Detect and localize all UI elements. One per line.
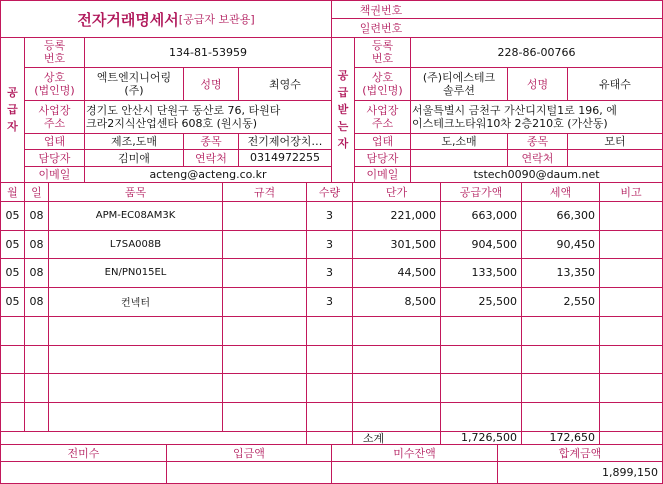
grid-line (0, 402, 663, 403)
column-header-qty: 수량 (318, 185, 341, 199)
column-header-item: 품목 (124, 185, 147, 199)
table-cell-note (600, 230, 662, 258)
supplier-section-label (1, 37, 24, 182)
receiver-section-char: 급 (337, 86, 349, 99)
supplier-address-label-line: 사업장 (38, 103, 71, 117)
subtotal-supply: 1,726,500 (461, 431, 517, 444)
receiver-email-label: 이메일 (366, 168, 399, 181)
document-title (1, 1, 331, 37)
receiver-contact (411, 149, 507, 166)
receiver-section-char: 공 (337, 69, 349, 82)
receiver-section-char: 는 (337, 120, 349, 133)
grid-line (599, 431, 600, 445)
receiver-company-label (355, 67, 410, 100)
table-cell-supply: 904,500 (471, 237, 517, 251)
table-cell-item: APM-EC08AM3K (95, 210, 176, 221)
table-cell-note (600, 258, 662, 287)
receiver-phone (568, 149, 662, 166)
table-cell-day: 08 (29, 266, 44, 279)
receiver-address-label-line: 주소 (371, 116, 394, 130)
deposit-value (167, 461, 331, 483)
supplier-company-label (25, 67, 84, 100)
total-value: 1,899,150 (602, 465, 658, 479)
table-cell-supply: 133,500 (471, 266, 517, 279)
supplier-biz-item: 전기제어장치… (247, 135, 323, 148)
receiver-reg-label (355, 37, 410, 67)
table-cell-unit_price: 301,500 (390, 237, 436, 251)
receiver-biz-item-label: 종목 (526, 135, 549, 148)
column-header-note: 비고 (620, 185, 642, 199)
table-cell-supply: 663,000 (471, 209, 517, 222)
receiver-company (411, 67, 507, 100)
supplier-email: acteng@acteng.co.kr (149, 167, 267, 181)
table-cell-unit_price: 44,500 (397, 266, 436, 279)
table-cell-spec (223, 230, 306, 258)
receiver-company-label-line: 상호 (371, 70, 394, 84)
supplier-address-label (25, 100, 84, 133)
column-header-unit_price: 단가 (385, 185, 408, 199)
table-cell-note (600, 287, 662, 316)
receiver-reg-label-line: 등록 (371, 39, 394, 52)
receiver-address (412, 100, 662, 133)
receiver-contact-label: 담당자 (366, 151, 399, 165)
table-cell-qty: 3 (326, 266, 333, 279)
supplier-address (86, 100, 331, 133)
supplier-email-label: 이메일 (38, 168, 71, 181)
table-cell-month: 05 (5, 209, 20, 222)
column-header-month: 월 (7, 185, 18, 199)
serial-no-label: 일련번호 (359, 22, 403, 35)
receiver-reg-no: 228-86-00766 (497, 45, 576, 59)
supplier-contact-label: 담당자 (38, 151, 71, 165)
supplier-company-line: (주) (124, 83, 144, 97)
column-header-supply: 공급가액 (459, 185, 503, 199)
supplier-reg-label-line: 번호 (43, 52, 66, 65)
table-cell-month: 05 (5, 237, 20, 251)
receiver-company-line: (주)티에스테크 (422, 70, 496, 84)
supplier-address-label-line: 주소 (43, 116, 66, 130)
receiver-address-line: 이스테크노타워10차 2층210호 (가산동) (412, 116, 608, 130)
receiver-address-label-line: 사업장 (366, 103, 399, 117)
table-cell-qty: 3 (326, 295, 333, 308)
supplier-company-label-line: (법인명) (34, 83, 75, 97)
table-cell-note (600, 201, 662, 230)
table-cell-day: 08 (29, 295, 44, 308)
receiver-section-label (332, 37, 354, 182)
table-cell-qty: 3 (326, 209, 333, 222)
supplier-company-label-line: 상호 (43, 70, 66, 84)
table-cell-unit_price: 221,000 (390, 209, 436, 222)
table-cell-item: EN/PN015EL (104, 267, 167, 278)
column-header-tax: 세액 (549, 185, 572, 199)
supplier-address-line: 크라2지식산업센타 608호 (원시동) (86, 116, 258, 130)
table-cell-spec (223, 201, 306, 230)
receiver-biz-item: 모터 (604, 135, 626, 148)
supplier-section-char: 자 (7, 120, 18, 133)
receiver-section-char: 자 (337, 137, 349, 150)
supplier-ceo-label: 성명 (200, 77, 222, 91)
table-cell-tax: 66,300 (556, 209, 595, 222)
subtotal-label: 소계 (362, 431, 385, 445)
balance-label: 미수잔액 (393, 446, 436, 460)
unpaid-label: 전미수 (67, 446, 100, 460)
table-cell-qty: 3 (326, 237, 333, 251)
supplier-ceo: 최영수 (269, 77, 301, 91)
table-cell-spec (223, 258, 306, 287)
supplier-biz-type-label: 업태 (43, 135, 66, 148)
supplier-reg-no: 134-81-53959 (169, 45, 247, 59)
grid-line (0, 373, 663, 374)
supplier-contact: 김미애 (118, 151, 150, 165)
total-label: 합계금액 (558, 446, 602, 460)
grid-line (0, 345, 663, 346)
receiver-phone-label: 연락처 (521, 151, 554, 165)
receiver-reg-label-line: 번호 (371, 52, 394, 65)
supplier-section-char: 공 (7, 86, 18, 99)
table-cell-day: 08 (29, 209, 44, 222)
table-cell-unit_price: 8,500 (404, 295, 436, 308)
supplier-reg-label (25, 37, 84, 67)
supplier-phone: 0314972255 (250, 151, 320, 164)
table-cell-supply: 25,500 (478, 295, 517, 308)
table-cell-item: 컨넥터 (121, 298, 150, 309)
supplier-address-line: 경기도 안산시 단원구 동산로 76, 타원타 (86, 103, 281, 117)
column-header-day: 일 (31, 185, 42, 199)
table-cell-tax: 13,350 (556, 266, 595, 279)
table-cell-day: 08 (29, 237, 44, 251)
receiver-section-char: 받 (337, 103, 349, 116)
book-no-label: 책권번호 (359, 3, 403, 17)
receiver-ceo: 유태수 (599, 77, 631, 91)
receiver-address-label (355, 100, 410, 133)
grid-line (0, 316, 663, 317)
receiver-address-line: 서울특별시 금천구 가산디지털1로 196, 에 (412, 103, 617, 117)
receiver-company-line: 솔루션 (443, 83, 475, 97)
deposit-label: 입금액 (233, 446, 265, 460)
supplier-biz-item-label: 종목 (200, 135, 222, 148)
supplier-section-char: 급 (7, 103, 18, 116)
supplier-company-line: 엑트엔지니어링 (96, 70, 172, 84)
table-cell-month: 05 (5, 266, 20, 279)
unpaid-value (1, 461, 166, 483)
column-header-spec: 규격 (253, 185, 276, 199)
supplier-phone-label: 연락처 (195, 151, 227, 165)
receiver-ceo-label: 성명 (526, 77, 549, 91)
receiver-biz-type: 도,소매 (441, 135, 477, 148)
table-cell-tax: 90,450 (556, 237, 595, 251)
table-cell-spec (223, 287, 306, 316)
supplier-biz-type: 제조,도매 (110, 135, 157, 148)
subtotal-tax: 172,650 (549, 431, 595, 444)
receiver-email: tstech0090@daum.net (473, 167, 600, 181)
receiver-company-label-line: (법인명) (362, 83, 403, 97)
supplier-company (85, 67, 183, 100)
title-text: 전자거래명세서 (77, 10, 179, 29)
title-subtitle: [공급자 보관용] (178, 13, 255, 26)
supplier-reg-label-line: 등록 (43, 39, 66, 52)
table-cell-item: L7SA008B (109, 238, 162, 250)
table-cell-month: 05 (5, 295, 20, 308)
balance-value (332, 461, 497, 483)
table-cell-tax: 2,550 (563, 295, 595, 308)
receiver-biz-type-label: 업태 (371, 135, 394, 148)
